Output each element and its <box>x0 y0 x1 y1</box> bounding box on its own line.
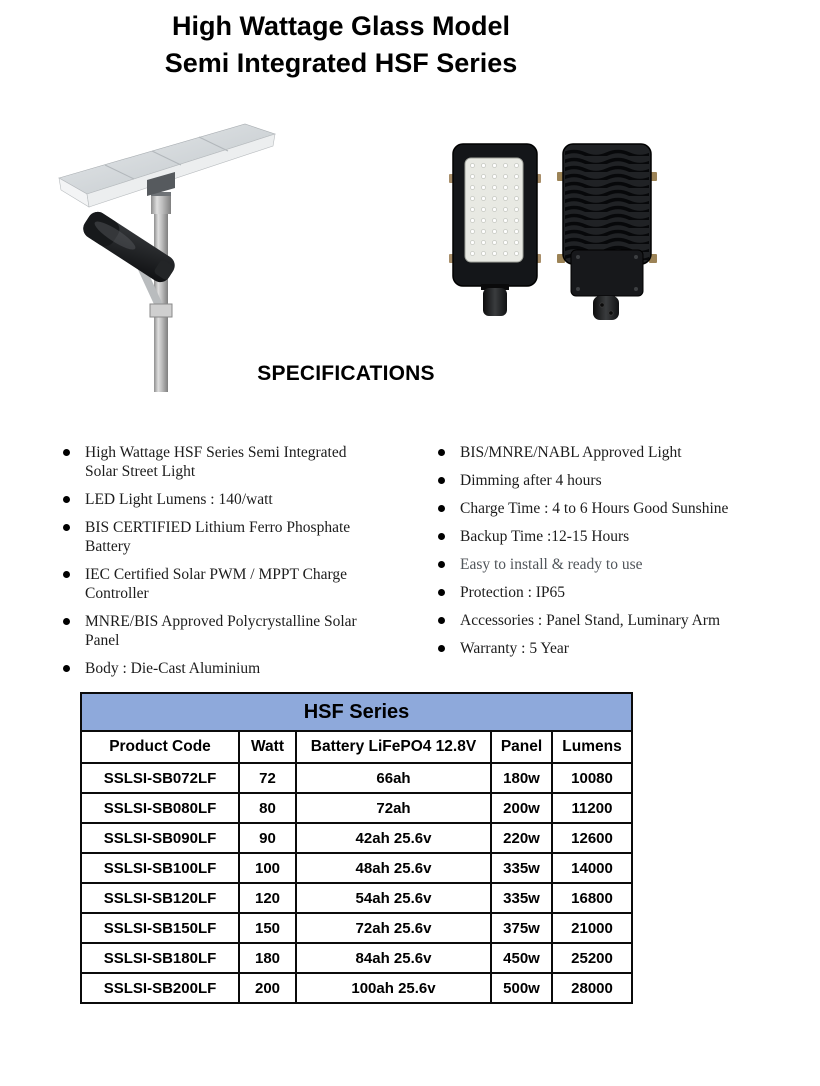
fixture-back-view <box>557 144 657 320</box>
spec-item: Dimming after 4 hours <box>435 471 767 490</box>
table-row <box>81 763 632 793</box>
table-row <box>81 973 632 1003</box>
page-title <box>0 8 682 82</box>
panel-cell: 500w <box>491 973 552 1003</box>
watt-cell: 180 <box>239 943 296 973</box>
spec-list-left <box>60 443 378 687</box>
lumens-cell: 25200 <box>552 943 632 973</box>
product-code-cell: SSLSI-SB072LF <box>81 763 239 793</box>
page-title-line-2: Semi Integrated HSF Series <box>164 48 518 78</box>
product-code-cell: SSLSI-SB150LF <box>81 913 239 943</box>
panel-cell: 450w <box>491 943 552 973</box>
spec-item: Accessories : Panel Stand, Luminary Arm <box>435 611 767 630</box>
watt-cell: 150 <box>239 913 296 943</box>
product-code-cell: SSLSI-SB080LF <box>81 793 239 823</box>
battery-cell: 72ah 25.6v <box>296 913 491 943</box>
product-code-cell: SSLSI-SB120LF <box>81 883 239 913</box>
panel-cell: 375w <box>491 913 552 943</box>
product-code-cell: SSLSI-SB180LF <box>81 943 239 973</box>
table-title: HSF Series <box>81 693 632 731</box>
panel-cell: 335w <box>491 883 552 913</box>
spec-item: MNRE/BIS Approved Polycrystalline Solar Panel <box>60 612 378 650</box>
watt-cell: 72 <box>239 763 296 793</box>
lumens-cell: 21000 <box>552 913 632 943</box>
lumens-cell: 14000 <box>552 853 632 883</box>
panel-cell: 180w <box>491 763 552 793</box>
lumens-cell: 11200 <box>552 793 632 823</box>
spec-list-right <box>435 443 767 667</box>
hsf-series-table <box>80 692 633 1004</box>
lumens-cell: 10080 <box>552 763 632 793</box>
spec-item: Charge Time : 4 to 6 Hours Good Sunshine <box>435 499 767 518</box>
table-row <box>81 853 632 883</box>
specifications-heading: SPECIFICATIONS <box>257 362 435 385</box>
spec-item: Body : Die-Cast Aluminium <box>60 659 378 678</box>
spec-item: BIS/MNRE/NABL Approved Light <box>435 443 767 462</box>
watt-cell: 90 <box>239 823 296 853</box>
panel-cell: 335w <box>491 853 552 883</box>
watt-cell: 120 <box>239 883 296 913</box>
spec-item: Easy to install & ready to use <box>435 555 767 574</box>
page-title-line-1: High Wattage Glass Model <box>171 11 511 41</box>
spec-item: Backup Time :12-15 Hours <box>435 527 767 546</box>
column-header-lumens: Lumens <box>552 731 632 763</box>
panel-cell: 220w <box>491 823 552 853</box>
spec-item: Warranty : 5 Year <box>435 639 767 658</box>
column-header-battery: Battery LiFePO4 12.8V <box>296 731 491 763</box>
battery-cell: 54ah 25.6v <box>296 883 491 913</box>
battery-cell: 48ah 25.6v <box>296 853 491 883</box>
spec-item: IEC Certified Solar PWM / MPPT Charge Controller <box>60 565 378 603</box>
watt-cell: 80 <box>239 793 296 823</box>
product-code-cell: SSLSI-SB090LF <box>81 823 239 853</box>
battery-cell: 84ah 25.6v <box>296 943 491 973</box>
table-row <box>81 913 632 943</box>
led-fixtures-illustration <box>445 138 670 323</box>
table-row <box>81 793 632 823</box>
table-row <box>81 943 632 973</box>
column-header-product-code: Product Code <box>81 731 239 763</box>
battery-cell: 100ah 25.6v <box>296 973 491 1003</box>
table-title-row <box>81 693 632 731</box>
battery-cell: 72ah <box>296 793 491 823</box>
spec-item: Protection : IP65 <box>435 583 767 602</box>
spec-item: High Wattage HSF Series Semi Integrated Solar Street Light <box>60 443 378 481</box>
lumens-cell: 16800 <box>552 883 632 913</box>
watt-cell: 200 <box>239 973 296 1003</box>
lumens-cell: 12600 <box>552 823 632 853</box>
watt-cell: 100 <box>239 853 296 883</box>
lumens-cell: 28000 <box>552 973 632 1003</box>
panel-cell: 200w <box>491 793 552 823</box>
table-row <box>81 823 632 853</box>
battery-cell: 42ah 25.6v <box>296 823 491 853</box>
column-header-panel: Panel <box>491 731 552 763</box>
fixture-front-view <box>449 144 541 316</box>
product-code-cell: SSLSI-SB200LF <box>81 973 239 1003</box>
spec-item: LED Light Lumens : 140/watt <box>60 490 378 509</box>
battery-cell: 66ah <box>296 763 491 793</box>
led-fixtures-image <box>445 138 670 323</box>
spec-item: BIS CERTIFIED Lithium Ferro Phosphate Battery <box>60 518 378 556</box>
solar-street-light-illustration <box>55 118 320 393</box>
product-code-cell: SSLSI-SB100LF <box>81 853 239 883</box>
solar-street-light-image <box>55 118 320 393</box>
table-row <box>81 883 632 913</box>
column-header-watt: Watt <box>239 731 296 763</box>
table-header-row <box>81 731 632 763</box>
